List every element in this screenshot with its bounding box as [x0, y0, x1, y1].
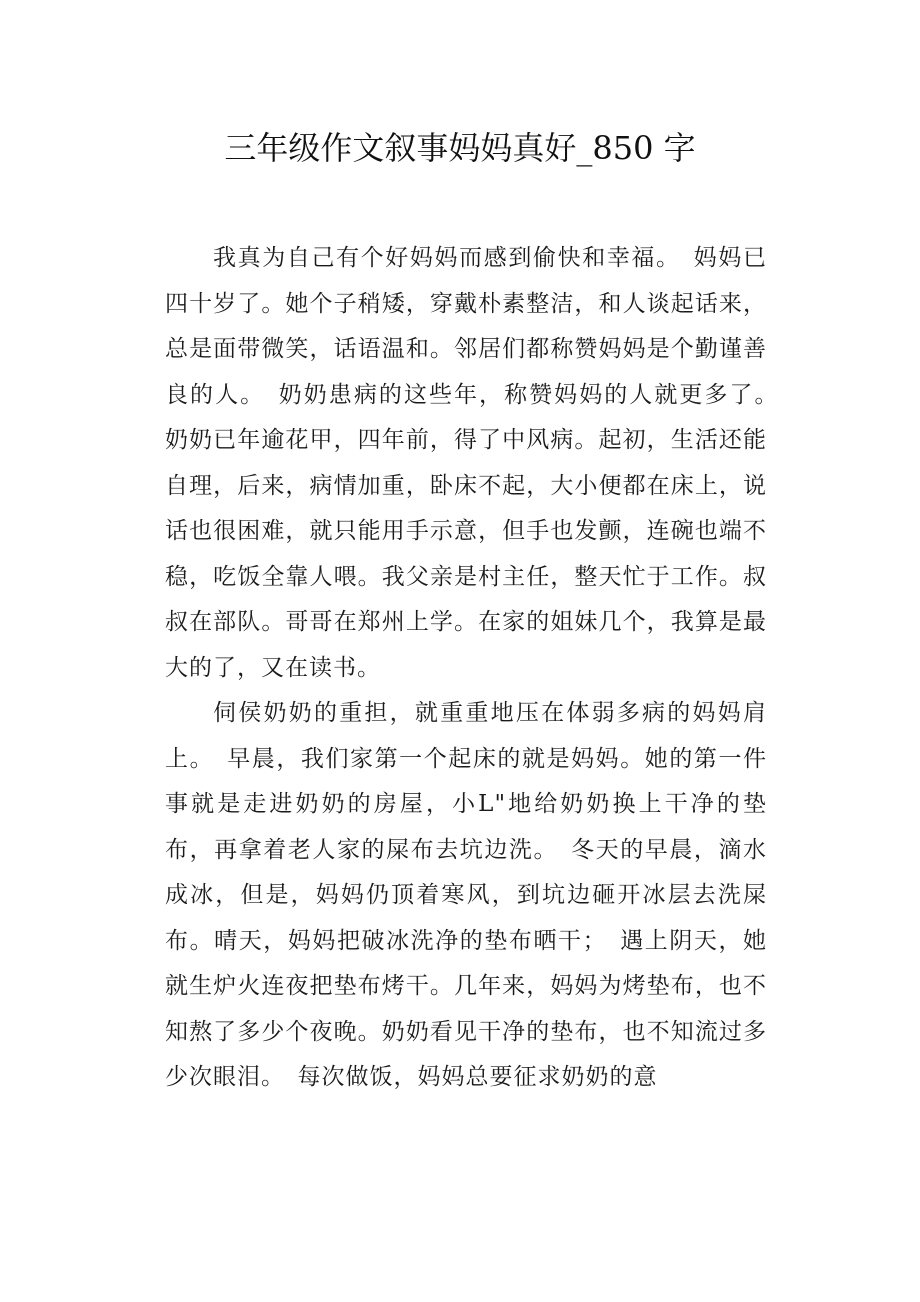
- paragraph-2: 伺侯奶奶的重担，就重重地压在体弱多病的妈妈肩上。 早晨，我们家第一个起床的就是妈妈。她的第一件事就是走进奶奶的房屋，小L"地给奶奶换上干净的垫布，再拿着老人家的屎布去坑边洗。 冬天的早晨，滴水成冰，但是，妈妈仍顶着寒风，到坑边砸开冰层去洗屎布。晴天，妈妈把破冰洗净的垫布晒干； 遇上阴天，她就生炉火连夜把垫布烤干。几年来，妈妈为烤垫布，也不知熬了多少个夜晚。奶奶看见干净的垫布，也不知流过多少次眼泪。 每次做饭，妈妈总要征求奶奶的意: [165, 700, 767, 1090]
- paragraph-1: 我真为自己有个好妈妈而感到偷快和幸福。 妈妈已四十岁了。她个子稍矮，穿戴朴素整洁，和人谈起话来，总是面带微笑，话语温和。邻居们都称赞妈妈是个勤谨善良的人。 奶奶患病的这些年，称赞妈妈的人就更多了。 奶奶已年逾花甲，四年前，得了中风病。起初，生活还能自理，后来，病情加重，卧床不起，大小便都在床上，说话也很困难，就只能用手示意，但手也发颤，连碗也端不稳，吃饭全靠人喂。我父亲是村主任，整天忙于工作。叔叔在部队。哥哥在郑州上学。在家的姐妹几个，我算是最大的了，又在读书。: [165, 245, 791, 681]
- document-title: 三年级作文叙事妈妈真好_850 字: [224, 129, 696, 167]
- document-body: [165, 236, 791, 1101]
